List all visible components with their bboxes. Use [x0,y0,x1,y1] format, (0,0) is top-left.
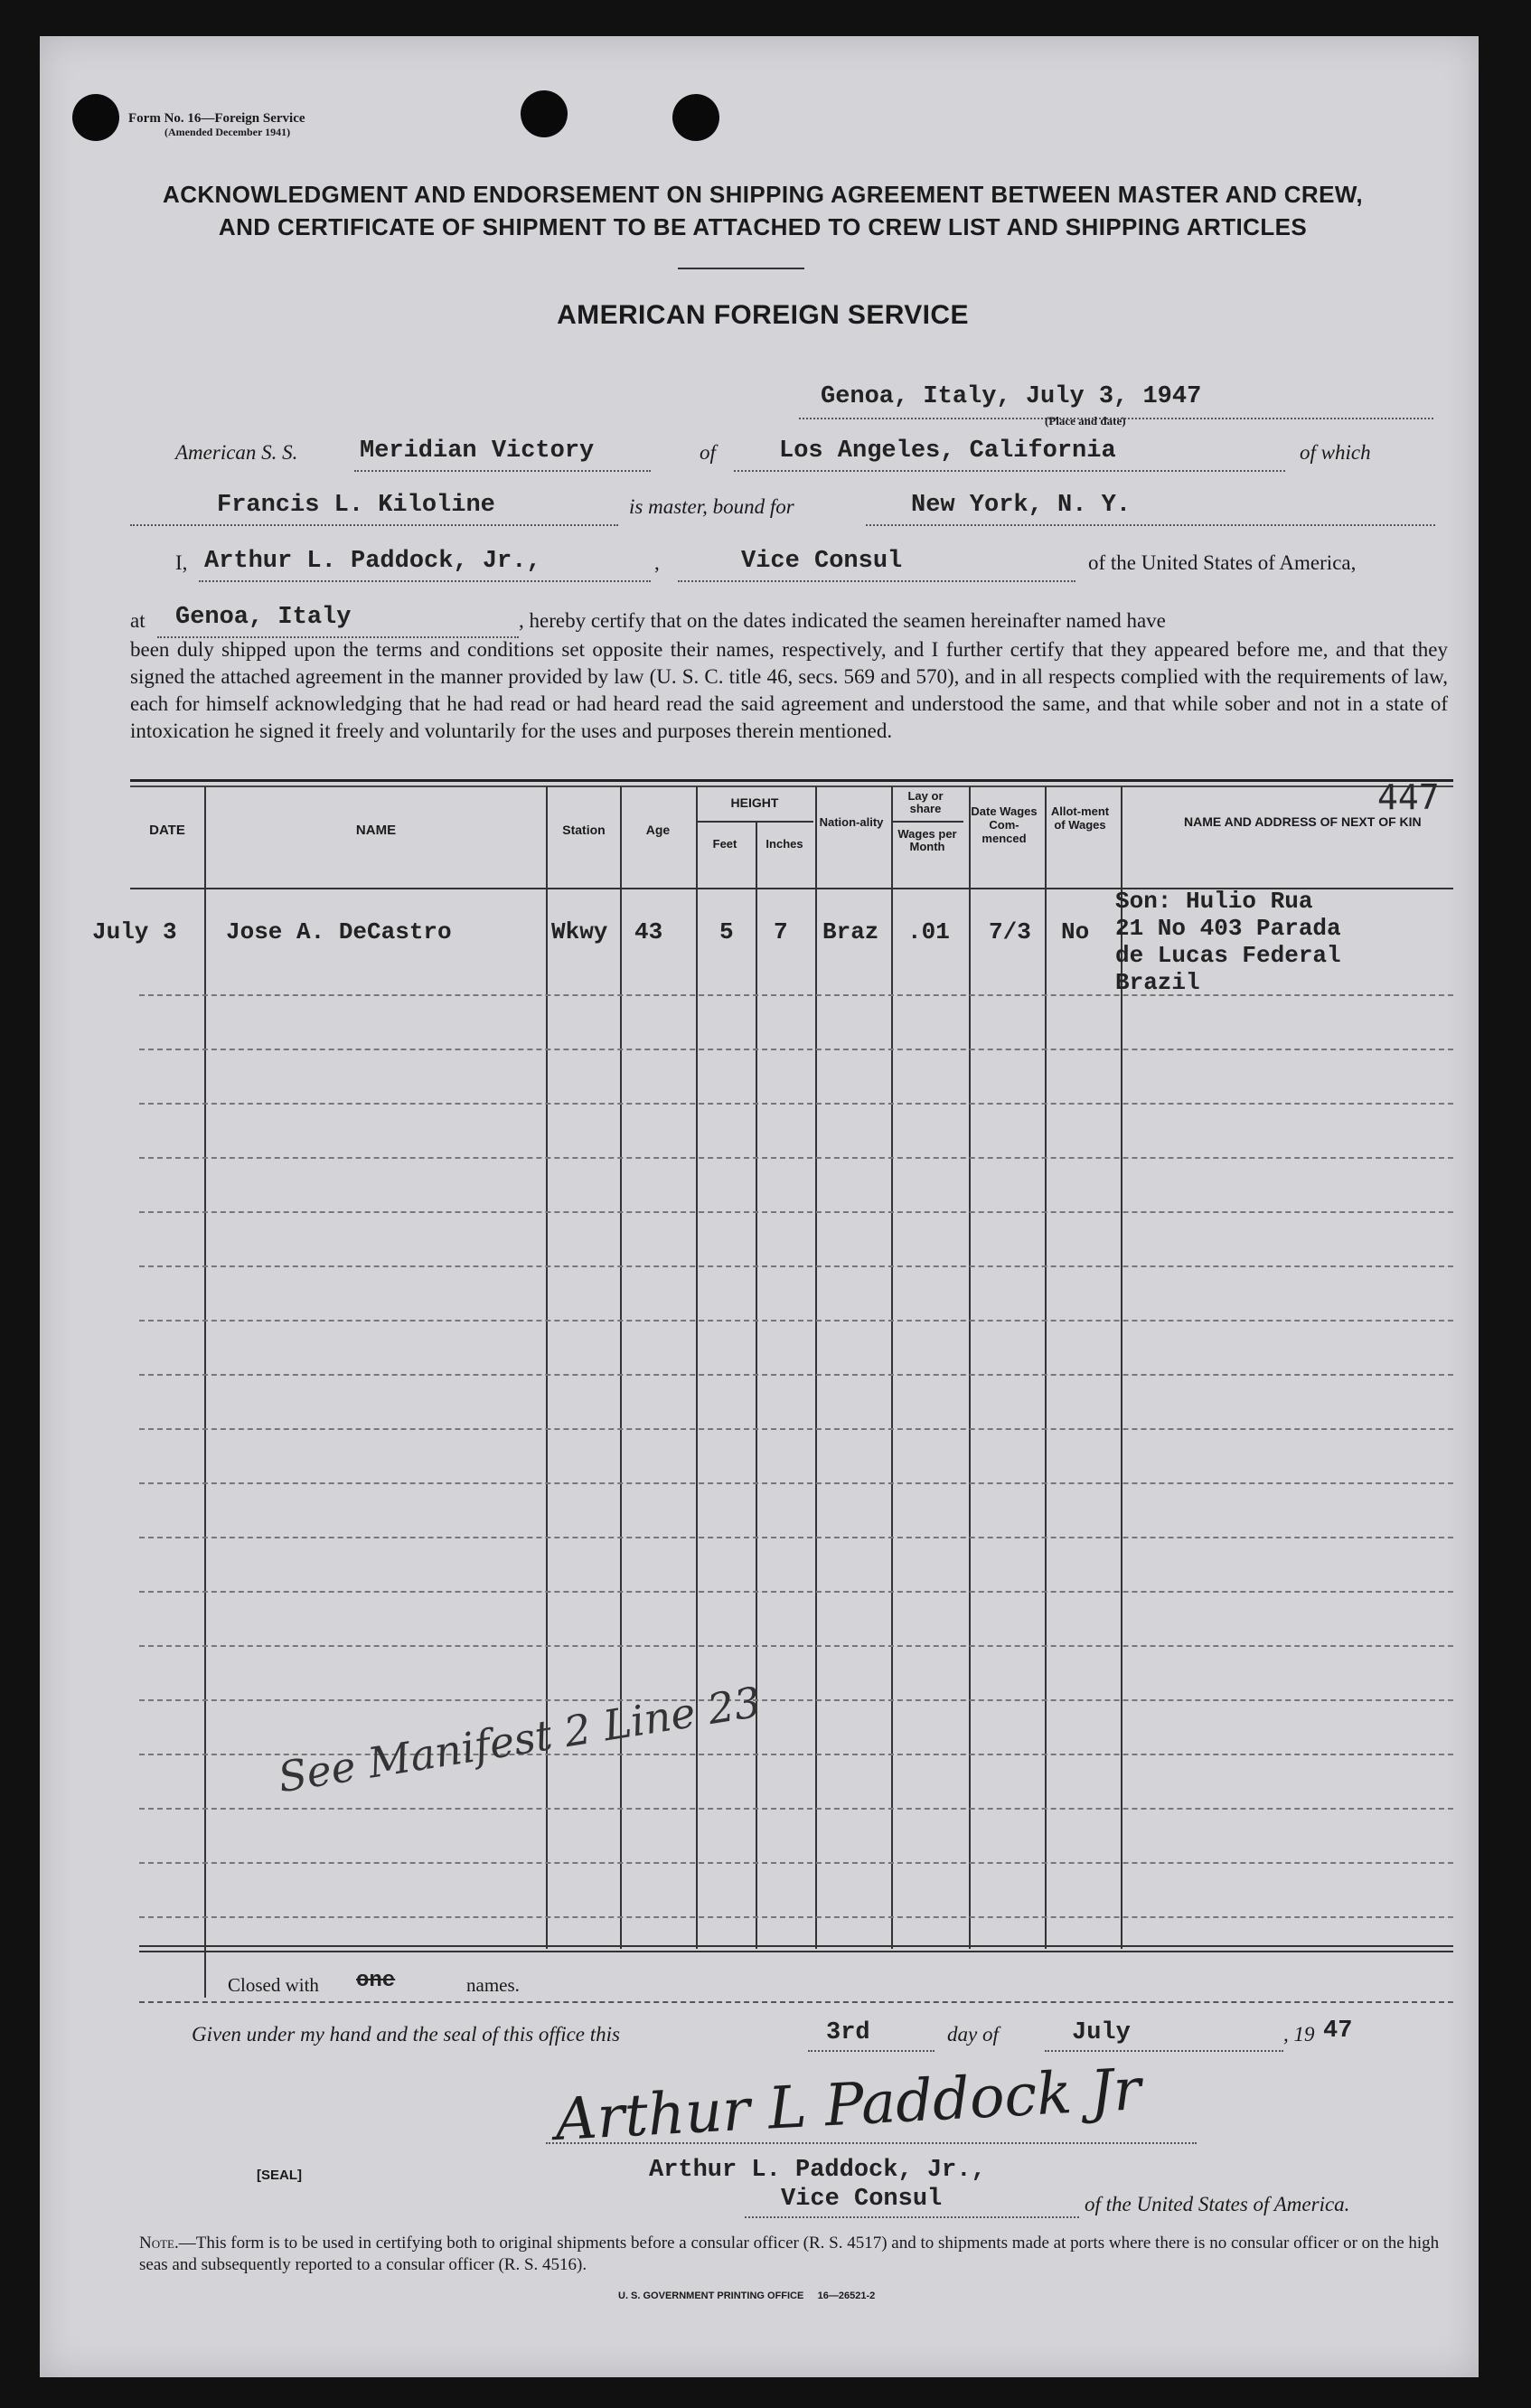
note-paragraph [139,2233,1459,2276]
header-name: NAME [355,823,397,838]
form-title-line1: ACKNOWLEDGMENT AND ENDORSEMENT ON SHIPPING AGREEMENT BETWEEN MASTER AND CREW, [163,181,1363,208]
col-line [1045,786,1047,1949]
given-day-field [808,2019,935,2052]
form-amended: (Amended December 1941) [164,126,291,138]
punch-hole [672,94,719,141]
row-name: Jose A. DeCastro [226,918,452,945]
typed-signer-name: Arthur L. Paddock, Jr., [649,2157,986,2184]
col-line [815,786,817,1949]
row-kin-line: Brazil [1115,969,1200,996]
ship-of-label: of [700,441,716,464]
header-nationality: Nation-ality [819,815,884,829]
certify-line1: , hereby certify that on the dates indicated the seamen hereinafter named have [519,609,1166,632]
row-date-wages: 7/3 [989,918,1031,945]
col-line [696,786,698,1949]
note-label: Note. [139,2234,179,2253]
row-rule [139,1699,1453,1701]
consul-title: Vice Consul [741,548,903,575]
header-allotment: Allot-ment of Wages [1050,804,1110,832]
printer-line: U. S. GOVERNMENT PRINTING OFFICE 16—26521-2 [618,2290,876,2301]
table-top-rule2 [130,785,1453,787]
stamp-number: 447 [1377,777,1440,817]
i-label: I, [175,551,188,574]
title-divider [678,268,804,269]
of-which-label: of which [1300,441,1371,464]
header-height: HEIGHT [730,795,779,810]
row-kin-line: 21 No 403 Parada [1115,915,1341,942]
closed-with-label: Closed with [228,1974,319,1996]
note-text: —This form is to be used in certifying both to original shipments before a consular officer (R. S. 4517) and to shipments made at ports where there is no consular officer or on the high seas and subsequently reported to a consular officer (R. S. 4516). [139,2234,1440,2274]
table-bottom-rule [139,1945,1453,1947]
row-inches: 7 [774,918,788,945]
of-us-label: of the United States of America, [1088,551,1357,574]
row-rule [139,1374,1453,1376]
ship-prefix: American S. S. [175,441,298,464]
given-day: 3rd [826,2019,870,2046]
header-wages-month: Wages per Month [897,827,957,853]
at-place: Genoa, Italy [175,604,352,631]
header-inches: Inches [766,837,803,851]
row-rule [139,1916,1453,1918]
ship-port-field [734,437,1285,472]
header-age: Age [645,823,671,837]
header-feet: Feet [712,837,737,851]
height-divider [696,821,813,823]
destination: New York, N. Y. [911,492,1132,519]
form-number [128,112,305,139]
row-kin-line: de Lucas Federal [1115,942,1341,969]
lay-divider [891,821,963,823]
table-top-rule [130,779,1453,782]
master-name: Francis L. Kiloline [217,492,495,519]
names-label: names. [466,1974,520,1996]
given-year: 47 [1323,2018,1353,2045]
signature-line [546,2142,1197,2144]
master-label: is master, bound for [629,495,794,518]
row-rule [139,1808,1453,1810]
row-rule [139,1862,1453,1864]
row-rule [139,1537,1453,1538]
col-line [204,786,206,1998]
master-field [130,492,618,526]
ship-name-field [354,437,651,472]
row-wages: .01 [907,918,950,945]
at-place-field [157,604,519,638]
header-station: Station [562,823,606,837]
col-line [969,786,971,1949]
col-line [891,786,893,1949]
at-label: at [130,609,146,632]
row-rule [139,1103,1453,1105]
consul-name: Arthur L. Paddock, Jr., [204,548,541,575]
comma: , [654,551,660,574]
form-title-line2: AND CERTIFICATE OF SHIPMENT TO BE ATTACHED TO CREW LIST AND SHIPPING ARTICLES [218,213,1308,240]
col-line [620,786,622,1949]
table-bottom-rule2 [139,1951,1453,1952]
signer-title: Vice Consul [781,2186,943,2213]
signer-title-field [745,2186,1079,2218]
table-header [130,777,1453,889]
row-station: Wkwy [551,918,608,945]
header-date: DATE [149,823,185,838]
row-rule [139,994,1453,996]
given-day-of: day of [947,2023,999,2046]
row-rule [139,1482,1453,1484]
closed-with-value: one [356,1969,396,1993]
col-line [546,786,548,1949]
header-kin: NAME AND ADDRESS OF NEXT OF KIN [1184,814,1422,829]
ship-port: Los Angeles, California [779,437,1116,465]
seal-label: [SEAL] [257,2168,302,2183]
row-date: July 3 [92,918,177,945]
place-date-caption: (Place and date) [1045,414,1126,428]
document-page [40,36,1479,2377]
form-number-text: Form No. 16—Foreign Service [128,111,305,126]
row-rule [139,1265,1453,1267]
row-rule [139,1157,1453,1159]
given-text: Given under my hand and the seal of this office this [192,2023,620,2046]
given-year-prefix: , 19 [1283,2023,1315,2046]
header-lay-share: Lay or share [907,789,944,815]
row-rule [139,1049,1453,1050]
punch-hole [521,90,568,137]
consul-title-field [678,548,1075,582]
closed-rule [139,2001,1453,2003]
handwritten-note: See Manifest 2 Line 23 [275,1677,765,1802]
given-month-field [1045,2019,1283,2052]
given-month: July [1072,2019,1131,2046]
row-kin-line: Son: Hulio Rua [1115,888,1313,915]
signer-of-us: of the United States of America. [1085,2193,1350,2215]
handwritten-signature: Arthur L Paddock Jr [553,2056,1143,2154]
destination-field [866,492,1435,526]
row-allotment: No [1061,918,1090,945]
row-rule [139,1428,1453,1430]
col-line [756,823,757,1949]
consul-name-field [199,548,651,582]
row-age: 43 [634,918,663,945]
header-date-wages: Date Wages Com-menced [971,804,1038,845]
row-rule [139,1645,1453,1647]
ship-name: Meridian Victory [360,437,595,465]
row-feet: 5 [719,918,734,945]
row-rule [139,1320,1453,1322]
row-rule [139,1211,1453,1213]
punch-hole [72,94,119,141]
certify-paragraph: been duly shipped upon the terms and conditions set opposite their names, respectively, and I further certify that they appeared before me, and that they signed the attached agreement in the manner provided by law (U. S. C. title 46, secs. 569 and 570), and in all respects complied with the requirements of law, each for himself acknowledging that he had read or had heard read the said agreement and understood the same, and that while sober and not in a state of intoxication he signed it freely and voluntarily for the uses and purposes therein mentioned. [130,638,1448,742]
place-date-value: Genoa, Italy, July 3, 1947 [821,383,1202,410]
row-rule [139,1591,1453,1593]
service-heading: AMERICAN FOREIGN SERVICE [557,300,969,330]
row-nationality: Braz [822,918,879,945]
